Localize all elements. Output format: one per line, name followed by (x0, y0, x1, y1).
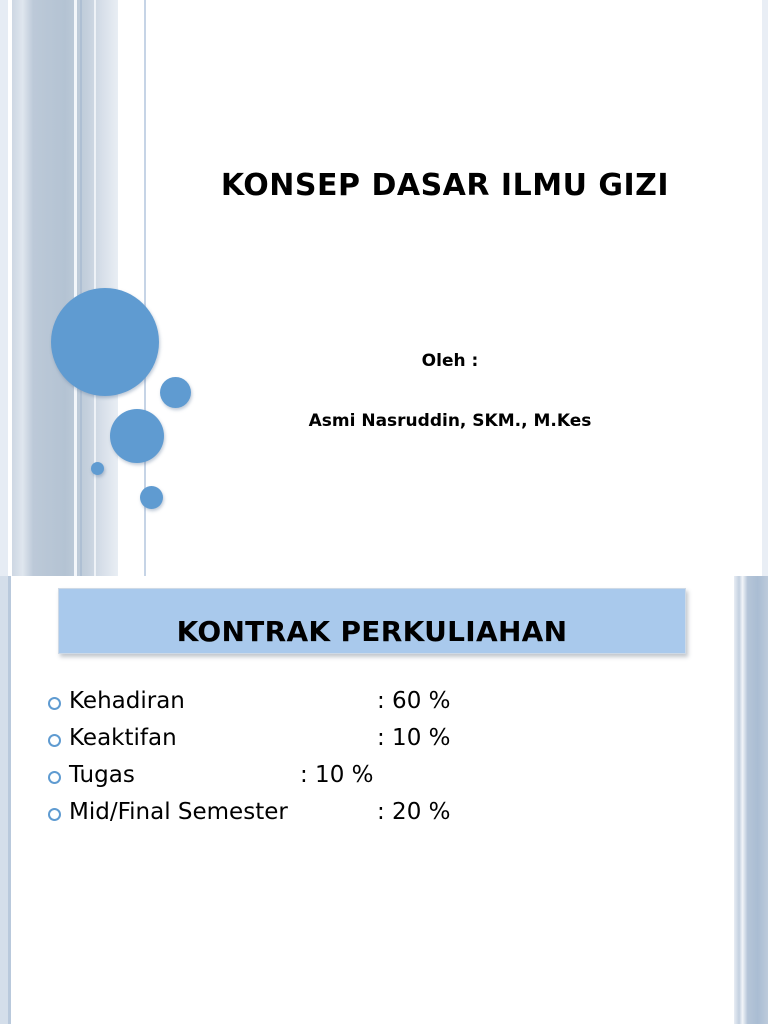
list-item (46, 762, 706, 799)
stripe-line (80, 0, 82, 576)
decorative-circle-tiny (91, 462, 104, 475)
left-edge-decoration (0, 0, 8, 576)
presenter-name: Asmi Nasruddin, SKM., M.Kes (308, 411, 592, 431)
slide-title: KONTRAK PERKULIAHAN (176, 615, 568, 648)
circle-bullet-icon (48, 808, 61, 821)
item-label: Kehadiran (69, 688, 185, 714)
decorative-circle-small (140, 486, 163, 509)
grading-list (46, 688, 706, 836)
left-edge-decoration (0, 576, 8, 1024)
decorative-circle-medium (110, 409, 164, 463)
item-value: : 60 % (377, 688, 451, 714)
left-edge-line (8, 576, 11, 1024)
content-slide (0, 576, 768, 1024)
item-label: Mid/Final Semester (69, 799, 288, 825)
item-value: : 10 % (300, 762, 374, 788)
slide-title: KONSEP DASAR ILMU GIZI (220, 168, 670, 203)
circle-bullet-icon (48, 697, 61, 710)
right-edge-decoration (762, 0, 768, 576)
circle-bullet-icon (48, 771, 61, 784)
item-value: : 10 % (377, 725, 451, 751)
list-item (46, 725, 706, 762)
item-value: : 20 % (377, 799, 451, 825)
right-stripe-decoration (734, 576, 768, 1024)
decorative-circle-small (160, 377, 191, 408)
item-label: Keaktifan (69, 725, 177, 751)
list-item (46, 799, 706, 836)
slide-title-box (58, 588, 686, 654)
list-item (46, 688, 706, 725)
decorative-circle-large (51, 288, 159, 396)
stripe-line (74, 0, 77, 576)
item-label: Tugas (69, 762, 135, 788)
circle-bullet-icon (48, 734, 61, 747)
presenter-label: Oleh : (421, 351, 479, 371)
